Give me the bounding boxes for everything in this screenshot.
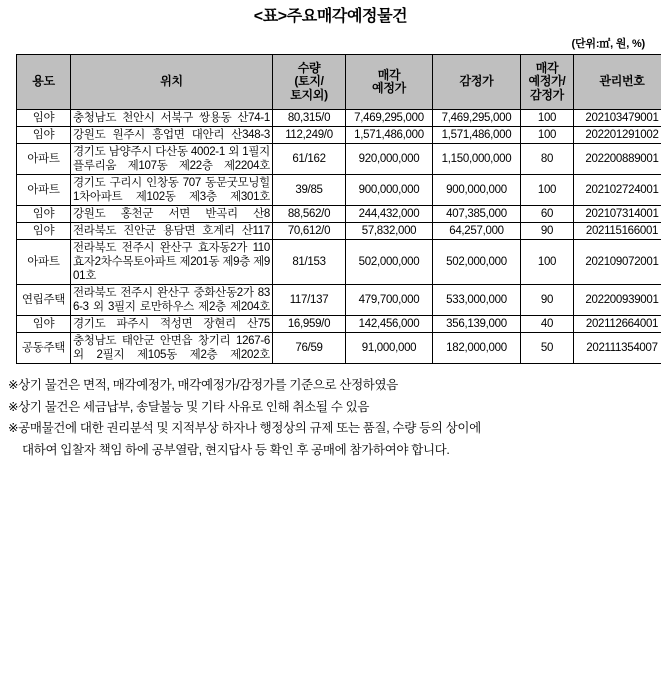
cell-use: 임야: [17, 316, 71, 333]
cell-ratio: 100: [521, 127, 574, 144]
column-header-quantity-line3: 토지외): [290, 87, 328, 102]
cell-use: 연립주택: [17, 285, 71, 316]
cell-use: 임야: [17, 127, 71, 144]
unit-note: (단위:㎡, 원, %): [571, 38, 645, 50]
column-header-quantity-line1: 수량: [297, 60, 321, 75]
table-row: [17, 110, 661, 127]
column-header-use: 용도: [17, 55, 71, 110]
cell-mgmt-no: 202201291002: [574, 127, 661, 144]
cell-appraisal: 356,139,000: [433, 316, 521, 333]
cell-location: 전라북도 전주시 완산구 중화산동2가 836-3 외 3필지 로만하우스 제2층 제204호: [71, 285, 273, 316]
cell-appraisal: 502,000,000: [433, 240, 521, 285]
cell-location: 전라북도 진안군 용담면 호계리 산117: [71, 223, 273, 240]
cell-use: 아파트: [17, 144, 71, 175]
column-header-ratio-line1: 매각: [535, 60, 559, 75]
cell-ratio: 100: [521, 240, 574, 285]
column-header-location: 위치: [71, 55, 273, 110]
cell-sale-price: 502,000,000: [346, 240, 433, 285]
cell-mgmt-no: 202200889001: [574, 144, 661, 175]
cell-use: 임야: [17, 223, 71, 240]
cell-quantity: 112,249/0: [273, 127, 346, 144]
cell-location: 강원도 홍천군 서면 반곡리 산8: [71, 206, 273, 223]
cell-sale-price: 7,469,295,000: [346, 110, 433, 127]
cell-sale-price: 1,571,486,000: [346, 127, 433, 144]
cell-use: 임야: [17, 110, 71, 127]
cell-appraisal: 533,000,000: [433, 285, 521, 316]
table-row: [17, 223, 661, 240]
column-header-sale-price-line2: 예정가: [372, 81, 406, 95]
cell-appraisal: 7,469,295,000: [433, 110, 521, 127]
note-item: ※공매물건에 대한 권리분석 및 지적부상 하자나 행정상의 규제 또는 품질, 수량 등의 상이에: [8, 421, 481, 435]
cell-mgmt-no: 202112664001: [574, 316, 661, 333]
column-header-ratio-line2: 예정가/: [528, 74, 566, 89]
cell-ratio: 80: [521, 144, 574, 175]
cell-mgmt-no: 202200939001: [574, 285, 661, 316]
cell-use: 임야: [17, 206, 71, 223]
cell-use: 아파트: [17, 175, 71, 206]
cell-location: 경기도 파주시 적성면 장현리 산75: [71, 316, 273, 333]
cell-sale-price: 900,000,000: [346, 175, 433, 206]
notes-section: [8, 375, 661, 461]
cell-quantity: 81/153: [273, 240, 346, 285]
column-header-quantity-line2: (토지/: [294, 74, 324, 89]
table-header: [17, 55, 661, 110]
cell-mgmt-no: 202107314001: [574, 206, 661, 223]
column-header-mgmt-no: 관리번호: [574, 55, 661, 110]
column-header-ratio-line3: 감정가: [530, 87, 564, 102]
cell-quantity: 117/137: [273, 285, 346, 316]
table-row: [17, 144, 661, 175]
cell-quantity: 76/59: [273, 333, 346, 364]
cell-sale-price: 142,456,000: [346, 316, 433, 333]
column-header-quantity: [273, 55, 346, 110]
cell-quantity: 61/162: [273, 144, 346, 175]
cell-quantity: 70,612/0: [273, 223, 346, 240]
table-row: [17, 206, 661, 223]
column-header-sale-price-line1: 매각: [377, 67, 401, 82]
cell-location: 경기도 구리시 인창동 707 동문굿모닝힐1차아파트 제102동 제3층 제301호: [71, 175, 273, 206]
cell-quantity: 16,959/0: [273, 316, 346, 333]
cell-sale-price: 57,832,000: [346, 223, 433, 240]
cell-quantity: 80,315/0: [273, 110, 346, 127]
cell-appraisal: 1,571,486,000: [433, 127, 521, 144]
cell-location: 전라북도 전주시 완산구 효자동2가 110 효자2차수목토아파트 제201동 제9층 제901호: [71, 240, 273, 285]
note-item: ※상기 물건은 세금납부, 송달불능 및 기타 사유로 인해 취소될 수 있음: [8, 399, 370, 414]
cell-use: 아파트: [17, 240, 71, 285]
cell-ratio: 90: [521, 285, 574, 316]
cell-sale-price: 920,000,000: [346, 144, 433, 175]
column-header-sale-price: [346, 55, 433, 110]
cell-location: 강원도 원주시 흥업면 대안리 산348-3: [71, 127, 273, 144]
sale-properties-table: [16, 54, 661, 364]
cell-appraisal: 182,000,000: [433, 333, 521, 364]
cell-appraisal: 1,150,000,000: [433, 144, 521, 175]
table-body: [17, 110, 661, 364]
table-row: [17, 175, 661, 206]
cell-sale-price: 479,700,000: [346, 285, 433, 316]
column-header-appraisal: 감정가: [433, 55, 521, 110]
cell-location: 경기도 남양주시 다산동 4002-1 외 1필지 플루리움 제107동 제22층 제2204호: [71, 144, 273, 175]
cell-location: 충청남도 천안시 서북구 쌍용동 산74-1: [71, 110, 273, 127]
cell-ratio: 100: [521, 175, 574, 206]
cell-ratio: 50: [521, 333, 574, 364]
cell-ratio: 60: [521, 206, 574, 223]
cell-quantity: 88,562/0: [273, 206, 346, 223]
cell-quantity: 39/85: [273, 175, 346, 206]
cell-mgmt-no: 202115166001: [574, 223, 661, 240]
column-header-ratio: [521, 55, 574, 110]
cell-use: 공동주택: [17, 333, 71, 364]
page-title: <표>주요매각예정물건: [253, 8, 408, 25]
cell-appraisal: 900,000,000: [433, 175, 521, 206]
table-row: [17, 333, 661, 364]
cell-ratio: 40: [521, 316, 574, 333]
cell-ratio: 90: [521, 223, 574, 240]
cell-location: 충청남도 태안군 안면읍 창기리 1267-6 외 2필지 제105동 제2층 제202호: [71, 333, 273, 364]
cell-appraisal: 407,385,000: [433, 206, 521, 223]
cell-mgmt-no: 202103479001: [574, 110, 661, 127]
cell-mgmt-no: 202102724001: [574, 175, 661, 206]
cell-mgmt-no: 202109072001: [574, 240, 661, 285]
cell-appraisal: 64,257,000: [433, 223, 521, 240]
table-row: [17, 316, 661, 333]
table-header-row: [17, 55, 661, 110]
cell-mgmt-no: 202111354007: [574, 333, 661, 364]
note-item-continuation: 대하여 입찰자 책임 하에 공부열람, 현지답사 등 확인 후 공매에 참가하여야 합니다.: [22, 442, 450, 457]
table-row: [17, 240, 661, 285]
note-item: ※상기 물건은 면적, 매각예정가, 매각예정가/감정가를 기준으로 산정하였음: [8, 378, 398, 392]
cell-sale-price: 244,432,000: [346, 206, 433, 223]
cell-ratio: 100: [521, 110, 574, 127]
cell-sale-price: 91,000,000: [346, 333, 433, 364]
table-row: [17, 285, 661, 316]
table-row: [17, 127, 661, 144]
